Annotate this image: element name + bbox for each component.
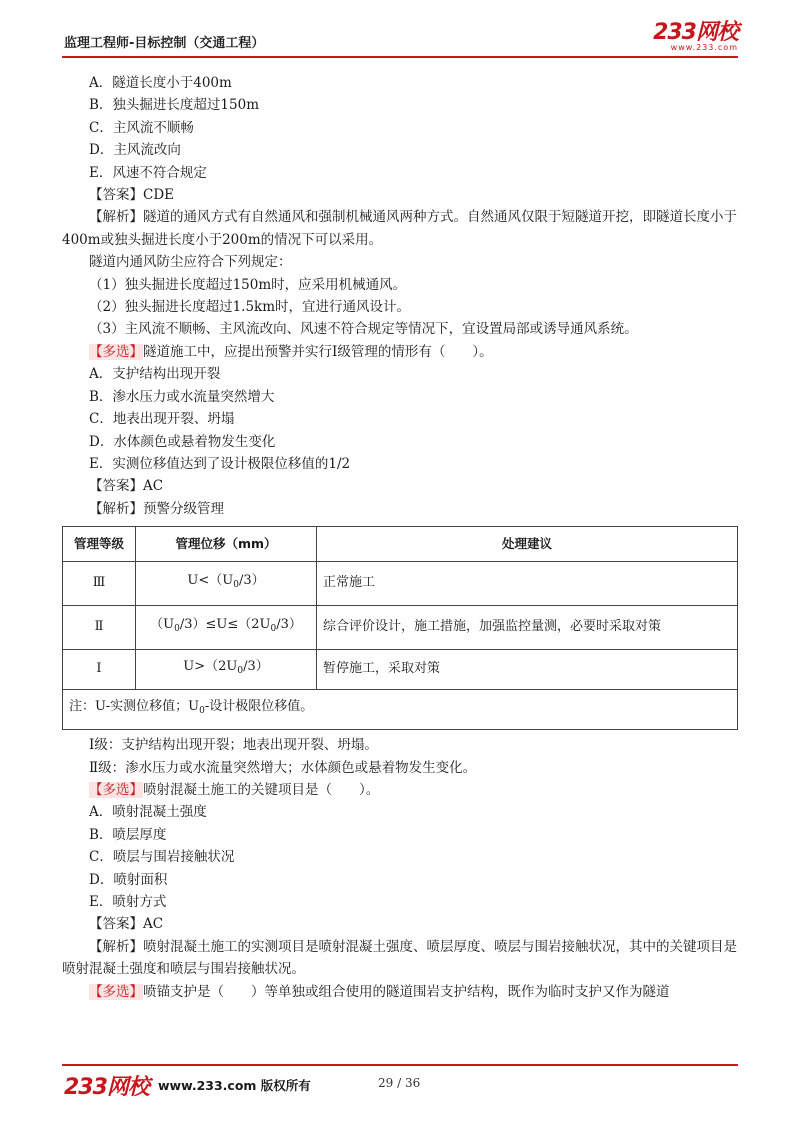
analysis-tag: 【解析】 bbox=[89, 938, 143, 955]
option: D．主风流改向 bbox=[89, 142, 181, 159]
analysis-text: 喷射混凝土施工的实测项目是喷射混凝土强度、喷层厚度、喷层与围岩接触状况，其中的关键项目是喷射混凝土强度和喷层与围岩接触状况。 bbox=[62, 938, 737, 978]
option: D．喷射面积 bbox=[89, 871, 168, 888]
option: B．渗水压力或水流量突然增大 bbox=[89, 388, 275, 405]
page-footer bbox=[62, 1064, 738, 1100]
rule-intro: 隧道内通风防尘应符合下列规定： bbox=[89, 254, 292, 271]
option: D．水体颜色或悬着物发生变化 bbox=[89, 433, 276, 450]
multi-choice-tag: 【多选】 bbox=[89, 983, 143, 1000]
option: E．风速不符合规定 bbox=[89, 164, 207, 181]
option: E．喷射方式 bbox=[89, 893, 167, 910]
page-header bbox=[62, 20, 738, 56]
table-header-row bbox=[63, 527, 738, 562]
table-note: 注：U-实测位移值；$U_0-$设计极限位移值。 bbox=[63, 690, 738, 730]
multi-choice-tag: 【多选】 bbox=[89, 781, 143, 798]
table-header: 管理位移（mm） bbox=[136, 527, 317, 562]
table-header: 管理等级 bbox=[63, 527, 136, 562]
option: A．支护结构出现开裂 bbox=[89, 366, 221, 383]
analysis-text: 隧道的通风方式有自然通风和强制机械通风两种方式。自然通风仅限于短隧道开挖，即隧道长度小于400m或独头掘进长度小于200m的情况下可以采用。 bbox=[62, 209, 737, 248]
answer: 【答案】AC bbox=[89, 478, 164, 495]
brand-logo bbox=[653, 22, 738, 52]
question-text: 喷锚支护是（ ）等单独或组合使用的隧道围岩支护结构，既作为临时支护又作为隧道 bbox=[143, 983, 670, 1000]
copyright-text: www.233.com 版权所有 bbox=[158, 1078, 311, 1093]
analysis bbox=[62, 498, 738, 520]
displacement-cell: $U<(U_0/3)$ bbox=[136, 562, 317, 606]
question-text: 隧道施工中，应提出预警并实行Ⅰ级管理的情形有（ ）。 bbox=[143, 343, 493, 360]
advice-cell: 正常施工 bbox=[317, 562, 738, 606]
displacement-cell: $U>(2U_0/3)$ bbox=[136, 650, 317, 690]
option: C．地表出现开裂、坍塌 bbox=[89, 411, 235, 428]
table-row bbox=[63, 650, 738, 690]
footer-divider bbox=[62, 1064, 738, 1066]
rule-item: （2）独头掘进长度超过1.5km时，宜进行通风设计。 bbox=[89, 299, 411, 316]
option: C．主风流不顺畅 bbox=[89, 119, 194, 136]
option: B．喷层厚度 bbox=[89, 826, 167, 843]
analysis bbox=[62, 206, 738, 251]
level-description: Ⅱ级：渗水压力或水流量突然增大；水体颜色或悬着物发生变化。 bbox=[89, 759, 477, 776]
level-cell: Ⅰ bbox=[63, 650, 136, 690]
option: C．喷层与围岩接触状况 bbox=[89, 849, 235, 866]
advice-cell: 综合评价设计，施工措施，加强监控量测，必要时采取对策 bbox=[317, 606, 738, 650]
option: A．隧道长度小于400m bbox=[89, 75, 232, 91]
footer-logo: 233网校 bbox=[64, 1075, 149, 1100]
table-row bbox=[63, 562, 738, 606]
advice-cell: 暂停施工，采取对策 bbox=[317, 650, 738, 690]
header-divider bbox=[62, 56, 738, 58]
option: E．实测位移值达到了设计极限位移值的1/2 bbox=[89, 455, 351, 472]
answer: 【答案】AC bbox=[89, 916, 164, 933]
logo-url: www.233.com bbox=[670, 43, 738, 52]
rule-item: （3）主风流不顺畅、主风流改向、风速不符合规定等情况下，宜设置局部或诱导通风系统。 bbox=[89, 321, 638, 338]
document-title: 监理工程师-目标控制（交通工程） bbox=[64, 36, 265, 51]
answer: 【答案】CDE bbox=[89, 187, 175, 204]
page-number: 29 / 36 bbox=[378, 1076, 421, 1090]
table-note-row bbox=[63, 690, 738, 730]
displacement-cell: $(U_0/3)\le U\le(2U_0/3)$ bbox=[136, 606, 317, 650]
analysis-tag: 【解析】 bbox=[89, 500, 143, 517]
level-description: Ⅰ级：支护结构出现开裂；地表出现开裂、坍塌。 bbox=[89, 737, 378, 754]
analysis bbox=[62, 936, 738, 981]
question-stem bbox=[62, 779, 738, 801]
analysis-text: 预警分级管理 bbox=[143, 500, 224, 517]
question-stem bbox=[62, 981, 738, 1003]
question-text: 喷射混凝土施工的关键项目是（ ）。 bbox=[143, 781, 380, 798]
rule-item: （1）独头掘进长度超过150m时，应采用机械通风。 bbox=[89, 276, 407, 293]
level-cell: Ⅲ bbox=[63, 562, 136, 606]
multi-choice-tag: 【多选】 bbox=[89, 343, 143, 360]
table-row bbox=[63, 606, 738, 650]
document-body bbox=[62, 72, 738, 1003]
analysis-tag: 【解析】 bbox=[89, 209, 143, 226]
option: A．喷射混凝土强度 bbox=[89, 804, 207, 821]
warning-level-table bbox=[62, 526, 738, 730]
question-stem bbox=[62, 341, 738, 363]
level-cell: Ⅱ bbox=[63, 606, 136, 650]
option: B．独头掘进长度超过150m bbox=[89, 97, 259, 114]
logo-text: 233网校 bbox=[653, 20, 738, 45]
table-header: 处理建议 bbox=[317, 527, 738, 562]
